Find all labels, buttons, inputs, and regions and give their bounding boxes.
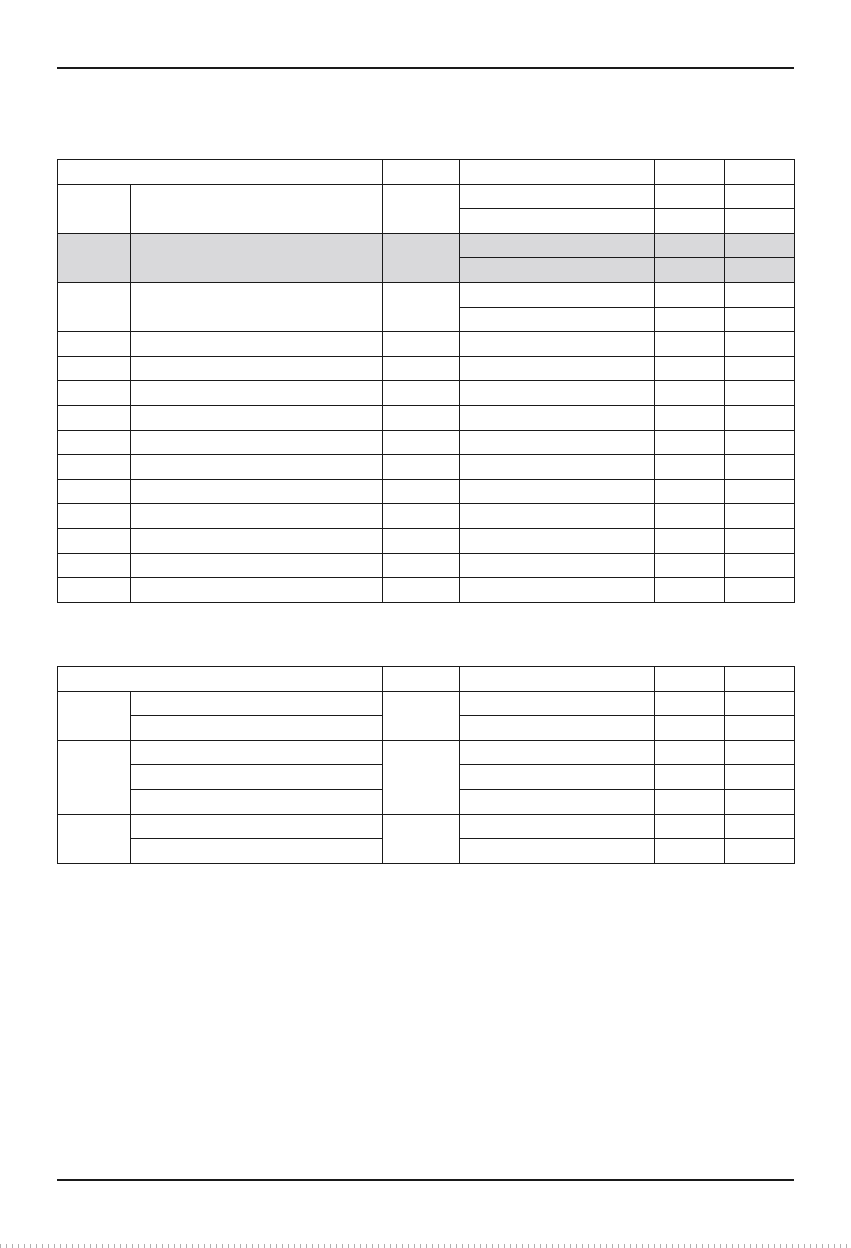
cell [655, 691, 725, 716]
cell [725, 184, 795, 209]
cell [131, 716, 383, 741]
cell [383, 691, 460, 740]
cell [655, 209, 725, 234]
table-row [58, 504, 795, 529]
cell [460, 528, 655, 553]
cell [655, 578, 725, 603]
cell [655, 307, 725, 332]
cell [131, 578, 383, 603]
cell [383, 528, 460, 553]
cell [655, 716, 725, 741]
table-header-row [58, 667, 795, 692]
table-row [58, 405, 795, 430]
cell [383, 455, 460, 480]
cell [655, 839, 725, 864]
cell [725, 528, 795, 553]
cell [383, 504, 460, 529]
cell [460, 765, 655, 790]
cell [58, 356, 131, 381]
cell [460, 356, 655, 381]
header-cell [383, 667, 460, 692]
cell [383, 479, 460, 504]
table-row [58, 479, 795, 504]
group-cell [58, 184, 131, 233]
cell [725, 740, 795, 765]
cell [131, 405, 383, 430]
cell [460, 282, 655, 307]
cell [131, 814, 383, 839]
cell [725, 814, 795, 839]
cell [655, 765, 725, 790]
table-row [58, 740, 795, 765]
table-row [58, 282, 795, 307]
cell [725, 455, 795, 480]
table-row-highlighted [58, 233, 795, 258]
cell [655, 740, 725, 765]
cell [655, 814, 725, 839]
cell [131, 839, 383, 864]
header-rule [57, 67, 794, 69]
cell [725, 578, 795, 603]
cell [655, 504, 725, 529]
table-row [58, 332, 795, 357]
cell [655, 184, 725, 209]
header-cell [460, 160, 655, 185]
table-row [58, 184, 795, 209]
cell [725, 332, 795, 357]
cell [460, 814, 655, 839]
cell [131, 282, 383, 331]
table-row [58, 528, 795, 553]
cell [131, 233, 383, 282]
cell [460, 504, 655, 529]
cell [131, 479, 383, 504]
cell [655, 332, 725, 357]
cell [460, 789, 655, 814]
cell [655, 553, 725, 578]
cell [58, 504, 131, 529]
cell [725, 553, 795, 578]
cell [383, 233, 460, 282]
table-b [57, 666, 795, 864]
cell [460, 307, 655, 332]
cell [131, 740, 383, 765]
cell [460, 553, 655, 578]
group-cell [58, 691, 131, 740]
cell [725, 716, 795, 741]
table-row [58, 455, 795, 480]
cell [725, 307, 795, 332]
cell [383, 578, 460, 603]
cell [460, 209, 655, 234]
cell [58, 528, 131, 553]
cell [131, 504, 383, 529]
cell [383, 332, 460, 357]
cell [460, 740, 655, 765]
group-cell [58, 814, 131, 863]
cell [655, 528, 725, 553]
cell [725, 765, 795, 790]
cell [725, 839, 795, 864]
cell [131, 430, 383, 455]
cell [383, 430, 460, 455]
cell [460, 430, 655, 455]
cell [131, 553, 383, 578]
cell [725, 504, 795, 529]
cell [725, 209, 795, 234]
cell [460, 381, 655, 406]
header-cell [725, 667, 795, 692]
table-row [58, 691, 795, 716]
table-a [57, 159, 795, 603]
cell [725, 789, 795, 814]
cell [460, 479, 655, 504]
cell [131, 765, 383, 790]
cell [655, 479, 725, 504]
cell [725, 282, 795, 307]
header-cell [460, 667, 655, 692]
cell [383, 381, 460, 406]
cell [58, 578, 131, 603]
cell [383, 740, 460, 814]
cell [131, 356, 383, 381]
cell [58, 332, 131, 357]
cell [383, 184, 460, 233]
header-cell [655, 667, 725, 692]
cell [460, 258, 655, 283]
header-cell [58, 667, 383, 692]
cell [383, 282, 460, 331]
table-row [58, 553, 795, 578]
cell [131, 691, 383, 716]
table-row [58, 578, 795, 603]
cell [383, 405, 460, 430]
table-row [58, 814, 795, 839]
cell [460, 716, 655, 741]
cell [655, 258, 725, 283]
cell [460, 405, 655, 430]
cell [655, 381, 725, 406]
cell [58, 405, 131, 430]
cell [131, 332, 383, 357]
cell [655, 356, 725, 381]
cell [460, 184, 655, 209]
header-cell [383, 160, 460, 185]
group-cell [58, 282, 131, 331]
cell [58, 479, 131, 504]
header-cell [725, 160, 795, 185]
table-row [58, 430, 795, 455]
cell [655, 430, 725, 455]
cell [460, 233, 655, 258]
cell [383, 553, 460, 578]
cell [383, 814, 460, 863]
cell [131, 381, 383, 406]
cell [131, 184, 383, 233]
cell [725, 479, 795, 504]
table-row [58, 356, 795, 381]
cell [725, 405, 795, 430]
table-header-row [58, 160, 795, 185]
cell [655, 233, 725, 258]
group-cell [58, 233, 131, 282]
cell [725, 356, 795, 381]
cell [655, 455, 725, 480]
footer-rule [57, 1179, 794, 1181]
cell [460, 455, 655, 480]
cell [383, 356, 460, 381]
cell [725, 258, 795, 283]
scan-edge-artifact [0, 1244, 851, 1248]
header-cell [58, 160, 383, 185]
cell [655, 282, 725, 307]
group-cell [58, 740, 131, 814]
table-row [58, 381, 795, 406]
cell [725, 381, 795, 406]
cell [460, 691, 655, 716]
cell [460, 839, 655, 864]
cell [131, 455, 383, 480]
cell [655, 789, 725, 814]
header-cell [655, 160, 725, 185]
cell [131, 789, 383, 814]
cell [58, 381, 131, 406]
cell [58, 455, 131, 480]
cell [460, 578, 655, 603]
cell [460, 332, 655, 357]
cell [131, 528, 383, 553]
cell [58, 553, 131, 578]
cell [725, 233, 795, 258]
cell [655, 405, 725, 430]
cell [725, 430, 795, 455]
cell [725, 691, 795, 716]
cell [58, 430, 131, 455]
